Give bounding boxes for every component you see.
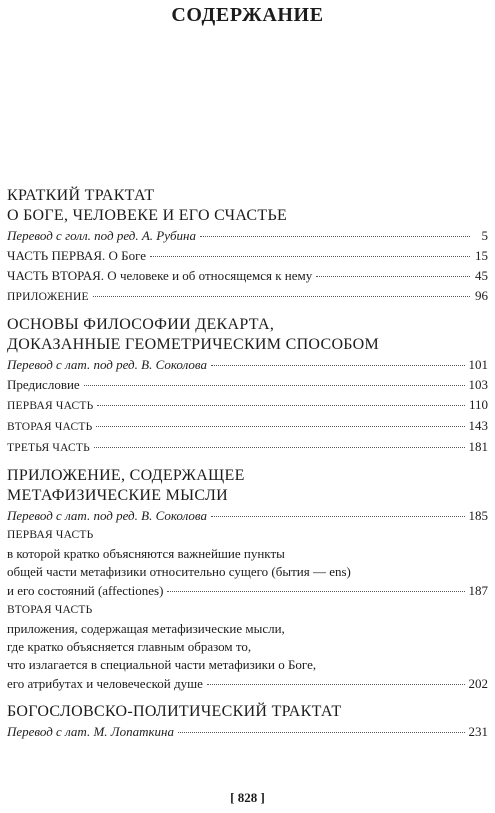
entry-label: Перевод с голл. под ред. А. Рубина — [7, 228, 196, 243]
page-number: 5 — [481, 228, 488, 243]
page-number: 45 — [475, 268, 488, 283]
dot-leader — [211, 365, 465, 366]
toc-multiline-entry[interactable] — [7, 526, 488, 601]
entry-label: Перевод с лат. под ред. В. Соколова — [7, 508, 207, 523]
toc-multiline-entry[interactable] — [7, 601, 488, 694]
toc-section-short-treatise — [7, 186, 488, 307]
dot-leader — [178, 732, 464, 733]
page-number: 101 — [468, 357, 488, 372]
table-of-contents — [7, 186, 488, 750]
dot-leader — [207, 684, 465, 685]
page-title: СОДЕРЖАНИЕ — [171, 4, 324, 26]
entry-label: и его состояний (affectiones) — [7, 583, 164, 598]
entry-text-line: где кратко объясняется главным образом то, — [7, 639, 252, 654]
toc-entry[interactable] — [7, 416, 488, 437]
entry-label: ПЕРВАЯ ЧАСТЬ — [7, 400, 94, 412]
entry-text-line: в которой кратко объясняются важнейшие пункты — [7, 546, 285, 561]
section-title-line: КРАТКИЙ ТРАКТАТ — [7, 187, 155, 204]
toc-entry-last-line — [7, 581, 488, 601]
toc-section-descartes — [7, 315, 488, 458]
dot-leader — [167, 591, 464, 592]
toc-entry[interactable] — [7, 437, 488, 458]
page-number: 110 — [468, 397, 488, 412]
entry-label: ВТОРАЯ ЧАСТЬ — [7, 421, 93, 433]
dot-leader — [96, 426, 464, 427]
page-number: 202 — [468, 676, 488, 691]
dot-leader — [211, 516, 465, 517]
toc-entry[interactable] — [7, 722, 488, 742]
section-title-line: БОГОСЛОВСКО-ПОЛИТИЧЕСКИЙ ТРАКТАТ — [7, 703, 342, 720]
entry-label: Предисловие — [7, 377, 80, 392]
toc-section-theologico-political — [7, 702, 488, 742]
page-number: 15 — [475, 248, 488, 263]
toc-entry-last-line — [7, 674, 488, 694]
section-title-line: О БОГЕ, ЧЕЛОВЕКЕ И ЕГО СЧАСТЬЕ — [7, 207, 288, 224]
toc-entry[interactable] — [7, 395, 488, 416]
toc-entry[interactable] — [7, 266, 488, 286]
entry-text-line: общей части метафизики относительно сущего (бытия — ens) — [7, 564, 351, 579]
page-number: 187 — [468, 583, 488, 598]
dot-leader — [200, 236, 470, 237]
entry-label: Перевод с лат. под ред. В. Соколова — [7, 357, 207, 372]
part-heading: ВТОРАЯ ЧАСТЬ — [7, 604, 93, 616]
page-number: 103 — [468, 377, 488, 392]
toc-entry[interactable] — [7, 355, 488, 375]
entry-label: его атрибутах и человеческой душе — [7, 676, 203, 691]
entry-text-line: что излагается в специальной части метафизики о Боге, — [7, 657, 317, 672]
entry-text-line: приложения, содержащая метафизические мысли, — [7, 621, 285, 636]
section-title-line: МЕТАФИЗИЧЕСКИЕ МЫСЛИ — [7, 487, 228, 504]
dot-leader — [316, 276, 470, 277]
entry-label: ПРИЛОЖЕНИЕ — [7, 291, 89, 303]
entry-label: ЧАСТЬ ВТОРАЯ. О человеке и об относящемся к нему — [7, 268, 313, 283]
toc-entry[interactable] — [7, 286, 488, 307]
toc-entry[interactable] — [7, 226, 488, 246]
section-title-line: ДОКАЗАННЫЕ ГЕОМЕТРИЧЕСКИМ СПОСОБОМ — [7, 336, 380, 353]
toc-entry[interactable] — [7, 246, 488, 266]
dot-leader — [97, 405, 465, 406]
section-title-line: ОСНОВЫ ФИЛОСОФИИ ДЕКАРТА, — [7, 316, 275, 333]
dot-leader — [94, 447, 465, 448]
page-number: 181 — [468, 439, 488, 454]
entry-label: ТРЕТЬЯ ЧАСТЬ — [7, 442, 90, 454]
dot-leader — [84, 385, 465, 386]
page-folio: [ 828 ] — [230, 790, 265, 805]
part-heading: ПЕРВАЯ ЧАСТЬ — [7, 529, 94, 541]
dot-leader — [150, 256, 470, 257]
toc-section-metaphysical-thoughts — [7, 466, 488, 694]
page-number: 185 — [468, 508, 488, 523]
page-number: 96 — [475, 288, 488, 303]
toc-entry[interactable] — [7, 506, 488, 526]
section-title-line: ПРИЛОЖЕНИЕ, СОДЕРЖАЩЕЕ — [7, 467, 245, 484]
toc-entry[interactable] — [7, 375, 488, 395]
entry-label: Перевод с лат. М. Лопаткина — [7, 724, 175, 739]
entry-label: ЧАСТЬ ПЕРВАЯ. О Боге — [7, 248, 147, 263]
dot-leader — [93, 296, 470, 297]
page-number: 231 — [468, 724, 488, 739]
page-number: 143 — [468, 418, 488, 433]
